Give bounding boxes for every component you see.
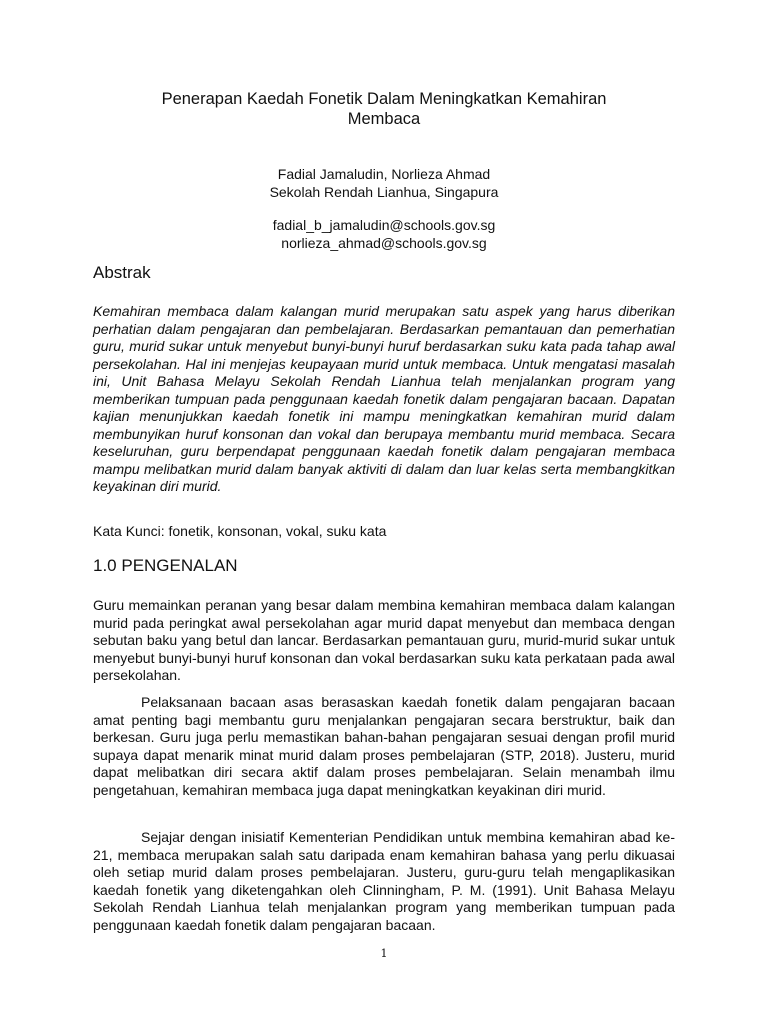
body-paragraph: Guru memainkan peranan yang besar dalam membina kemahiran membaca dalam kalangan murid pada peringkat awal persekolahan agar murid dapat menyebut dan membaca dengan sebutan baku yang betul dan lancar. Berdasarkan pemantauan guru, murid-murid sukar untuk menyebut bunyi-bunyi huruf konsonan dan vokal berdasarkan suku kata perkataan pada awal persekolahan. (93, 597, 675, 683)
paper-title (93, 89, 675, 129)
author-email: norlieza_ahmad@schools.gov.sg (281, 234, 487, 251)
author-block (93, 166, 675, 201)
author-names: Fadial Jamaludin, Norlieza Ahmad (277, 166, 491, 182)
keywords: Kata Kunci: fonetik, konsonan, vokal, suku kata (93, 523, 387, 539)
document-page (93, 0, 675, 1024)
body-paragraph: Pelaksanaan bacaan asas berasaskan kaedah fonetik dalam pengajaran bacaan amat penting bagi membantu guru menjalankan pengajaran secara berstruktur, baik dan berkesan. Guru juga perlu memastikan bahan-bahan pengajaran sesuai dengan profil murid supaya dapat menarik minat murid dalam proses pembelajaran (STP, 2018). Justeru, murid dapat melibatkan diri secara aktif dalam proses pembelajaran. Selain menambah ilmu pengetahuan, kemahiran membaca juga dapat meningkatkan keyakinan diri murid. (93, 694, 675, 798)
body-paragraph: Sejajar dengan inisiatif Kementerian Pendidikan untuk membina kemahiran abad ke-21, membaca merupakan salah satu daripada enam kemahiran bahasa yang perlu dikuasai oleh setiap murid dalam proses pembelajaran. Justeru, guru-guru telah mengaplikasikan kaedah fonetik yang diketengahkan oleh Clinningham, P. M. (1991). Unit Bahasa Melayu Sekolah Rendah Lianhua telah menjalankan program yang memberikan tumpuan pada penggunaan kaedah fonetik dalam pengajaran bacaan. (93, 829, 675, 933)
abstract-heading: Abstrak (93, 263, 151, 282)
author-email: fadial_b_jamaludin@schools.gov.sg (272, 217, 496, 233)
title-line-2: Membaca (347, 110, 421, 128)
section-heading: 1.0 PENGENALAN (93, 556, 238, 575)
page-number: 1 (380, 947, 388, 960)
email-block (93, 217, 675, 252)
author-affiliation: Sekolah Rendah Lianhua, Singapura (269, 183, 499, 200)
title-line-1: Penerapan Kaedah Fonetik Dalam Meningkatkan Kemahiran (161, 90, 607, 108)
abstract-text: Kemahiran membaca dalam kalangan murid merupakan satu aspek yang harus diberikan perhatian dalam pengajaran dan pembelajaran. Berdasarkan pemantauan dan pemerhatian guru, murid sukar untuk menyebut bunyi-bunyi huruf berdasarkan suku kata pada tahap awal persekolahan. Hal ini menjejas keupayaan murid untuk membaca. Untuk mengatasi masalah ini, Unit Bahasa Melayu Sekolah Rendah Lianhua telah menjalankan program yang memberikan tumpuan pada penggunaan kaedah fonetik dalam pengajaran bacaan. Dapatan kajian menunjukkan kaedah fonetik ini mampu meningkatkan kemahiran murid dalam membunyikan huruf konsonan dan vokal dan berupaya membantu murid membaca. Secara keseluruhan, guru berpendapat penggunaan kaedah fonetik dalam pengajaran membaca mampu melibatkan murid dalam banyak aktiviti di dalam dan luar kelas serta membangkitkan keyakinan diri murid. (93, 303, 675, 494)
